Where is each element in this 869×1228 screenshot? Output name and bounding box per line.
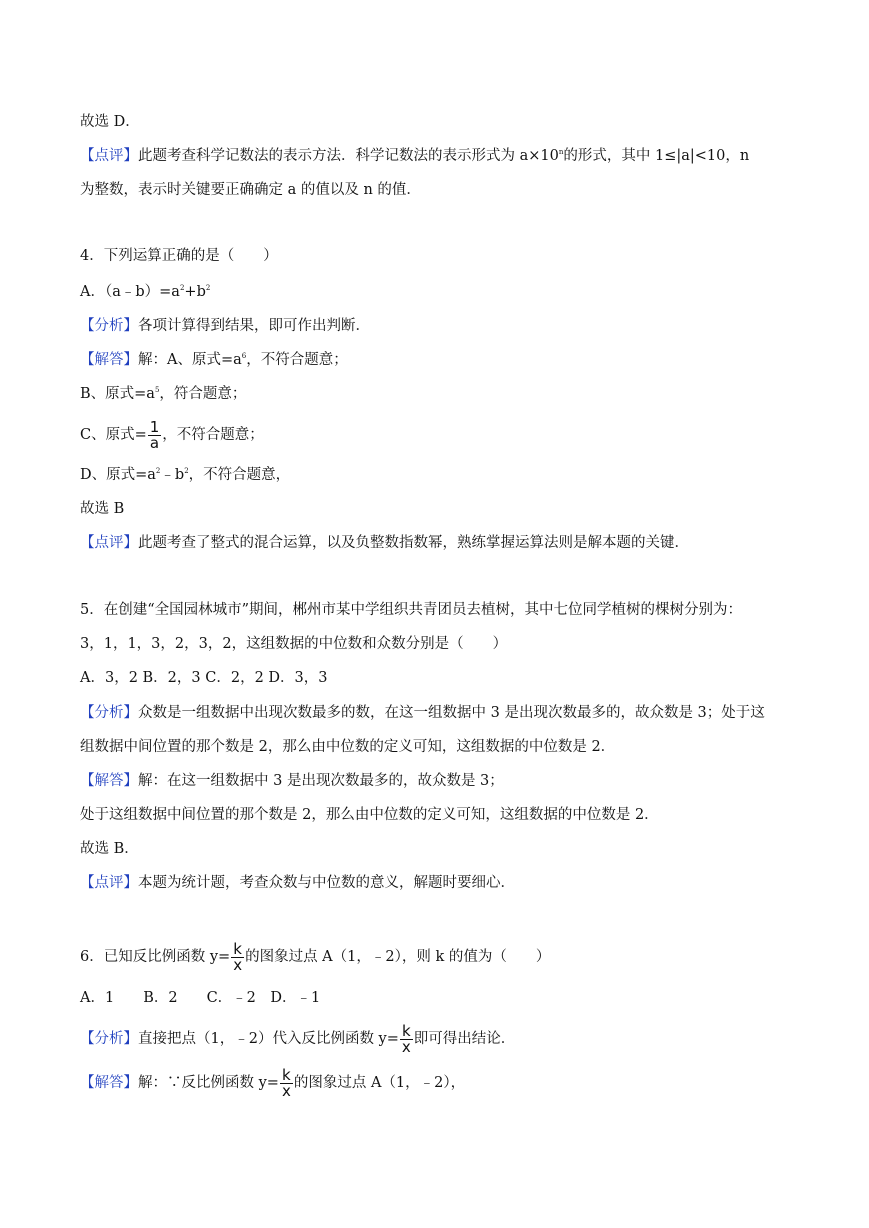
q6-solution: 【解答】解：∵反比例函数 y= $\frac{k}{x}$ 的图象过点 A（1，﹣2）， [80,1065,466,1100]
fraction: $\frac{k}{x}$ [281,1065,291,1100]
comment-tag: 【点评】 [80,535,138,551]
exponent: n [558,148,564,156]
q4-solution-b: B、原式$=a^5$，符合题意； [80,386,247,402]
q4-stem: 4．下列运算正确的是（ ） [80,248,278,264]
q5-solution-line2: 处于这组数据中间位置的那个数是 2，那么由中位数的定义可知，这组数据的中位数是 2． [80,807,659,823]
q4-solution-a: 【解答】解：A、原式$=a^6$，不符合题意； [80,352,348,368]
q5-analysis-line2: 组数据中间位置的那个数是 2，那么由中位数的定义可知，这组数据的中位数是 2． [80,739,616,755]
solution-tag: 【解答】 [80,352,138,368]
q5-comment: 【点评】本题为统计题，考查众数与中位数的意义，解题时要细心． [80,875,515,891]
q4-solution-c: C、原式= $\frac{1}{a}$ ，不符合题意； [80,417,264,452]
q4-option-a: A．$(a﹣b)=a^2+b^2$ [80,284,211,300]
q5-analysis-line1: 【分析】众数是一组数据中出现次数最多的数，在这一组数据中 3 是出现次数最多的，故众数是 3；处于这 [80,705,765,721]
fraction: $\frac{1}{a}$ [149,417,160,452]
analysis-tag: 【分析】 [80,1031,138,1047]
solution-tag: 【解答】 [80,773,138,789]
q4-conclusion: 故选 B [80,501,125,517]
q6-analysis: 【分析】直接把点（1，﹣2）代入反比例函数 y= $\frac{k}{x}$ 即可得出结论． [80,1021,516,1056]
q4-solution-d: D、原式$=a^2﹣b^2$，不符合题意， [80,467,291,483]
fraction: $\frac{k}{x}$ [401,1021,411,1056]
prev-comment-line2: 为整数，表示时关键要正确确定 a 的值以及 n 的值． [80,182,421,198]
q4-comment: 【点评】此题考查了整式的混合运算，以及负整数指数幂，熟练掌握运算法则是解本题的关键． [80,535,689,551]
q5-options: A．3，2 B．2，3 C．2，2 D．3，3 [80,670,328,686]
q4-analysis: 【分析】各项计算得到结果，即可作出判断． [80,318,370,334]
comment-text: 此题考查科学记数法的表示方法．科学记数法的表示形式为 a×10 [138,148,559,164]
solution-tag: 【解答】 [80,1075,138,1091]
prev-conclusion: 故选 D． [80,114,140,130]
q5-stem-line2: 3，1，1，3，2，3，2，这组数据的中位数和众数分别是（ ） [80,636,508,652]
analysis-tag: 【分析】 [80,318,138,334]
q5-stem-line1: 5．在创建“全国园林城市”期间，郴州市某中学组织共青团员去植树，其中七位同学植树的棵树分别为： [80,602,743,618]
q5-conclusion: 故选 B． [80,841,139,857]
analysis-tag: 【分析】 [80,705,138,721]
comment-tag: 【点评】 [80,875,138,891]
q6-options: A．1 B．2 C．﹣2 D．﹣1 [80,990,321,1006]
q6-stem: 6．已知反比例函数 y= $\frac{k}{x}$ 的图象过点 A（1，﹣2），则 k 的值为（ ） [80,939,551,974]
q5-solution-line1: 【解答】解：在这一组数据中 3 是出现次数最多的，故众数是 3； [80,773,504,789]
comment-tag: 【点评】 [80,148,138,164]
prev-comment-line1 [80,146,749,166]
fraction: $\frac{k}{x}$ [233,939,243,974]
comment-text: 的形式，其中 1≤|a|<10，n [563,148,750,164]
